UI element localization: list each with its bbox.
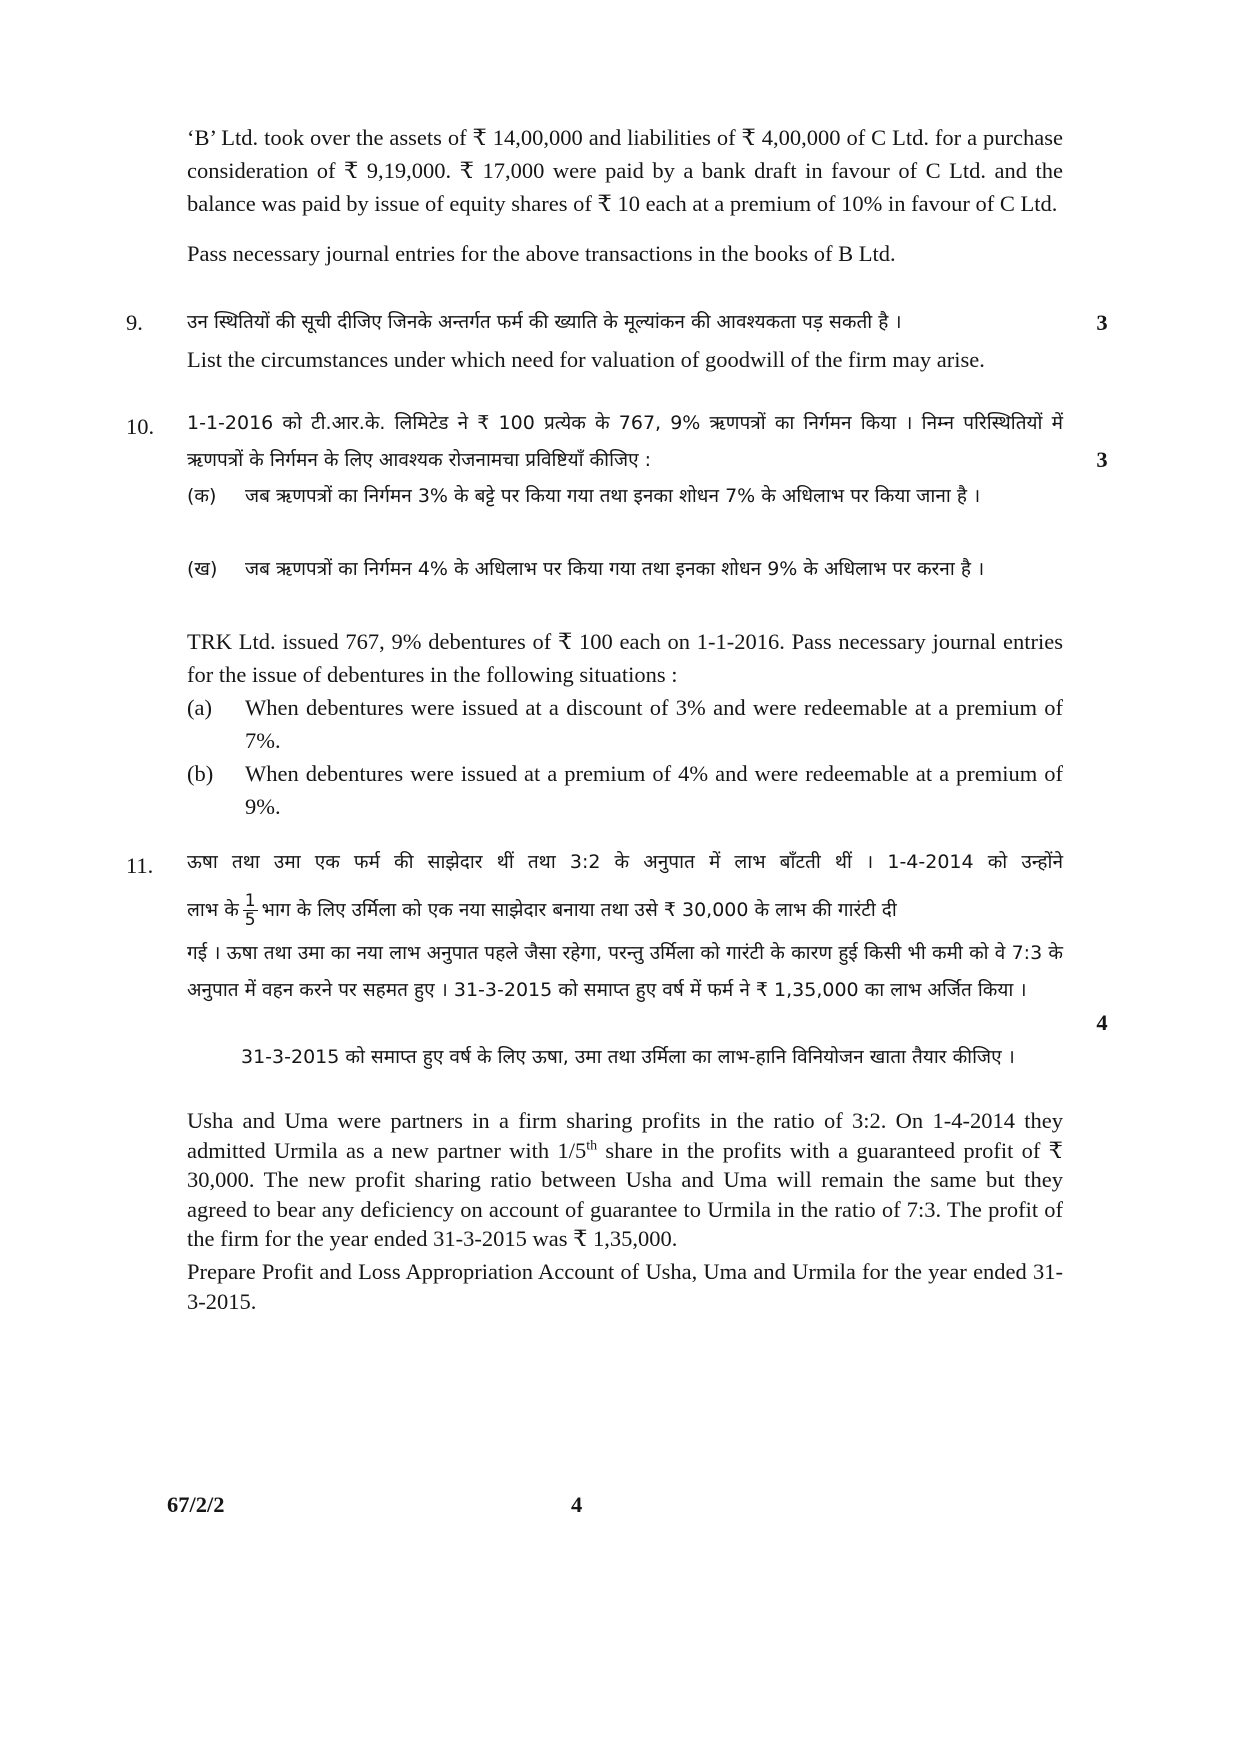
question-10-hindi-part-kha-label: (ख) xyxy=(187,558,218,580)
question-11-number: 11. xyxy=(126,853,154,878)
question-10-english-part-b-label: (b) xyxy=(187,761,214,786)
superscript-th: th xyxy=(586,1138,598,1153)
fraction-denominator: 5 xyxy=(244,909,256,930)
intro-paragraph: ‘B’ Ltd. took over the assets of ₹ 14,00,000 and liabilities of ₹ 4,00,000 of C Ltd. for a purchase consideration of ₹ 9,19,000. ₹ 17,000 were paid by a bank draft in favour of C Ltd. and the balance was paid by issue of equity shares of ₹ 10 each at a premium of 10% in favour of C Ltd. xyxy=(187,125,1063,216)
question-11-hindi-line-1: ऊषा तथा उमा एक फर्म की साझेदार थीं तथा 3:2 के अनुपात में लाभ बाँटती थीं । 1-4-2014 को उन्होंने xyxy=(187,851,1063,873)
question-11-english-part-a: Usha and Uma were partners in a firm sharing profits in the ratio of 3:2. On 1-4-2014 they admitted Urmila as a new partner with 1/5 xyxy=(187,1108,1063,1163)
question-10-english-part-a: When debentures were issued at a discount of 3% and were redeemable at a premium of 7%. xyxy=(245,695,1063,753)
question-10-english-part-a-label: (a) xyxy=(187,695,212,720)
question-11-english-body xyxy=(187,1106,1063,1254)
question-11-hindi-line-2-post: भाग के लिए उर्मिला को एक नया साझेदार बनाया तथा उसे ₹ 30,000 के लाभ की गारंटी दी xyxy=(261,898,897,921)
question-11-hindi-task: 31-3-2015 को समाप्त हुए वर्ष के लिए ऊषा, उमा तथा उर्मिला का लाभ-हानि विनियोजन खाता तैयार कीजिए । xyxy=(241,1046,1015,1068)
fraction-one-fifth xyxy=(243,892,258,929)
question-9-marks: 3 xyxy=(1096,310,1108,335)
question-9-hindi: उन स्थितियों की सूची दीजिए जिनके अन्तर्गत फर्म की ख्याति के मूल्यांकन की आवश्यकता पड़ सकती है । xyxy=(187,311,902,333)
question-9-number: 9. xyxy=(126,310,143,335)
intro-instruction: Pass necessary journal entries for the above transactions in the books of B Ltd. xyxy=(187,241,896,266)
question-10-english-part-b: When debentures were issued at a premium of 4% and were redeemable at a premium of 9%. xyxy=(245,761,1063,819)
question-10-hindi-part-ka: जब ऋणपत्रों का निर्गमन 3% के बट्टे पर किया गया तथा इनका शोधन 7% के अधिलाभ पर किया जाना है । xyxy=(245,485,981,507)
question-9-english: List the circumstances under which need for valuation of goodwill of the firm may arise. xyxy=(187,347,985,372)
question-11-hindi-line-2 xyxy=(187,882,1063,938)
question-11-english-part-b: share in the profits with a guaranteed profit of ₹ 30,000. The new profit sharing ratio between Usha and Uma will remain the same but they agreed to bear any deficiency on account of guarantee to Urmila in the ratio of 7:3. The profit of the firm for the year ended 31-3-2015 was ₹ 1,35,000. xyxy=(187,1137,1063,1251)
question-10-number: 10. xyxy=(126,414,155,439)
fraction-numerator: 1 xyxy=(244,890,256,911)
question-11-hindi-line-2-pre: लाभ के xyxy=(187,898,239,921)
question-10-english-intro: TRK Ltd. issued 767, 9% debentures of ₹ 100 each on 1-1-2016. Pass necessary journal entries for the issue of debentures in the following situations : xyxy=(187,629,1063,687)
question-11-marks: 4 xyxy=(1096,1010,1108,1035)
question-10-marks: 3 xyxy=(1096,447,1108,472)
page-number: 4 xyxy=(571,1492,583,1517)
paper-code: 67/2/2 xyxy=(167,1492,225,1517)
question-11-hindi-body: गई । ऊषा तथा उमा का नया लाभ अनुपात पहले जैसा रहेगा, परन्तु उर्मिला को गारंटी के कारण हुई किसी भी कमी को वे 7:3 के अनुपात में वहन करने पर सहमत हुए । 31-3-2015 को समाप्त हुए वर्ष में फर्म ने ₹ 1,35,000 का लाभ अर्जित किया । xyxy=(187,942,1063,1001)
question-10-hindi-part-kha: जब ऋणपत्रों का निर्गमन 4% के अधिलाभ पर किया गया तथा इनका शोधन 9% के अधिलाभ पर करना है । xyxy=(245,558,985,580)
question-10-hindi-part-ka-label: (क) xyxy=(187,485,217,507)
question-10-hindi-intro: 1-1-2016 को टी.आर.के. लिमिटेड ने ₹ 100 प्रत्येक के 767, 9% ऋणपत्रों का निर्गमन किया । निम्न परिस्थितियों में ऋणपत्रों के निर्गमन के लिए आवश्यक रोजनामचा प्रविष्टियाँ कीजिए : xyxy=(187,412,1063,471)
question-11-english-task: Prepare Profit and Loss Appropriation Account of Usha, Uma and Urmila for the year ended 31-3-2015. xyxy=(187,1259,1063,1314)
